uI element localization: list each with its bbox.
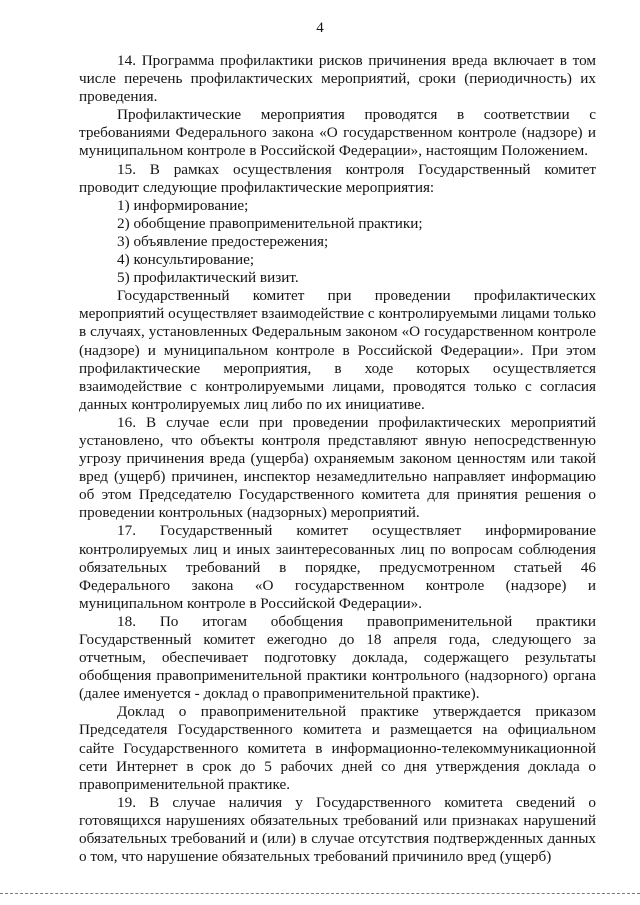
list-item-practice-generalization: 2) обобщение правоприменительной практики;	[117, 214, 423, 232]
page-bottom-divider	[0, 893, 640, 894]
page-number: 4	[316, 20, 324, 36]
paragraph-14-preventive-measures: Профилактические мероприятия проводятся в соответствии с требованиями Федерального закона «О государственном контроле (надзоре) и муниципальном контроле в Российской Федерации», настоящим Положением.	[79, 106, 596, 160]
list-item-preventive-visit: 5) профилактический визит.	[117, 269, 299, 287]
document-body	[79, 52, 596, 866]
paragraph-18: 18. По итогам обобщения правоприменительной практики Государственный комитет ежегодно до 18 апреля года, следующего за отчетным, обеспечивает подготовку доклада, содержащего результаты обобщения правоприменительной практики контрольного (надзорного) органа (далее именуется - доклад о правоприменительной практике).	[79, 612, 596, 703]
paragraph-15: 15. В рамках осуществления контроля Государственный комитет проводит следующие профилактические мероприятия:	[79, 160, 596, 196]
paragraph-19: 19. В случае наличия у Государственного комитета сведений о готовящихся нарушениях обязательных требований или признаках нарушений обязательных требований и (или) в случае отсутствия подтвержденных данных о том, что нарушение обязательных требований причинило вред (ущерб)	[79, 793, 596, 866]
paragraph-15-interaction: Государственный комитет при проведении профилактических мероприятий осуществляет взаимодействие с контролируемыми лицами только в случаях, установленных Федеральным законом «О государственном контроле (надзоре) и муниципальном контроле в Российской Федерации». При этом профилактические мероприятия, в ходе которых осуществляется взаимодействие с контролируемыми лицами, проводятся только с согласия данных контролируемых лиц либо по их инициативе.	[79, 287, 596, 413]
paragraph-17: 17. Государственный комитет осуществляет информирование контролируемых лиц и иных заинтересованных лиц по вопросам соблюдения обязательных требований в порядке, предусмотренном статьей 46 Федерального закона «О государственном контроле (надзоре) и муниципальном контроле в Российской Федерации».	[79, 522, 596, 612]
paragraph-14: 14. Программа профилактики рисков причинения вреда включает в том числе перечень профилактических мероприятий, сроки (периодичность) их проведения.	[79, 52, 596, 106]
paragraph-18-report-approval: Доклад о правоприменительной практике утверждается приказом Председателя Государственного комитета и размещается на официальном сайте Государственного комитета в информационно-телекоммуникационной сети Интернет в срок до 5 рабочих дней со дня утверждения доклада о правоприменительной практике.	[79, 703, 596, 793]
list-item-consulting: 4) консультирование;	[117, 251, 255, 269]
list-item-warning: 3) объявление предостережения;	[117, 232, 329, 250]
list-item-informing: 1) информирование;	[117, 196, 249, 214]
paragraph-16: 16. В случае если при проведении профилактических мероприятий установлено, что объекты контроля представляют явную непосредственную угрозу причинения вреда (ущерба) охраняемым законом ценностям или такой вред (ущерб) причинен, инспектор незамедлительно направляет информацию об этом Председателю Государственного комитета для принятия решения о проведении контрольных (надзорных) мероприятий.	[79, 413, 596, 522]
